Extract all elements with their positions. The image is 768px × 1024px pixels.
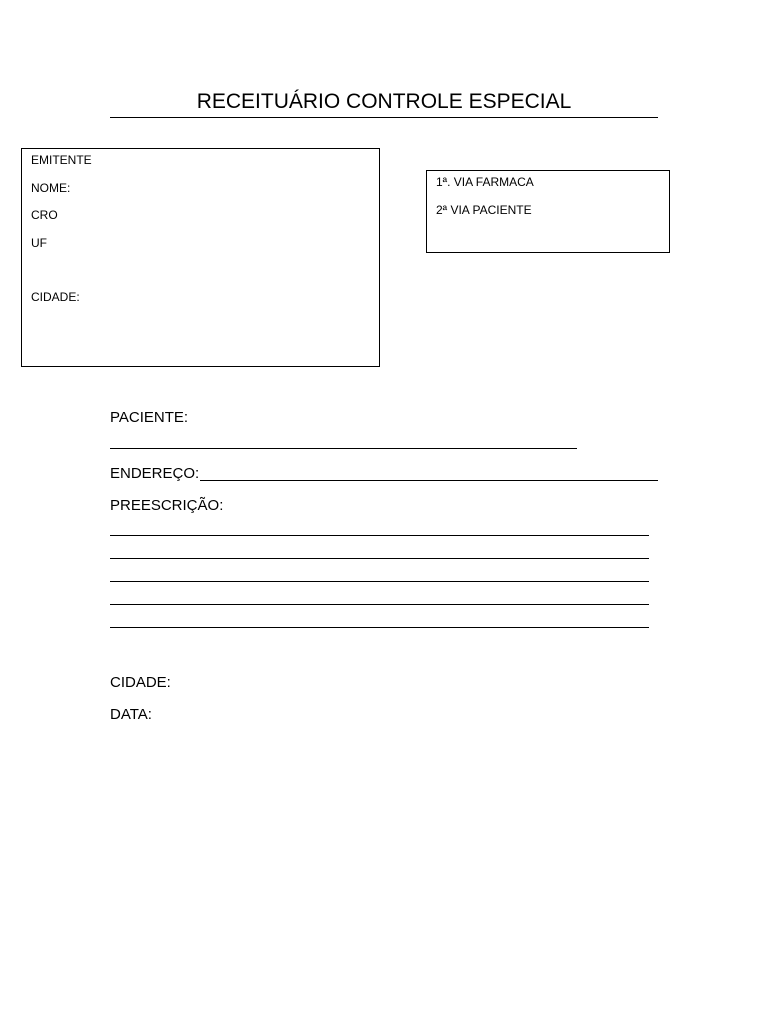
prescription-line[interactable] [110, 535, 649, 536]
emitente-nome-label: NOME: [31, 181, 71, 195]
emitente-box [21, 148, 380, 367]
paciente-label: PACIENTE: [110, 409, 189, 426]
footer-cidade-label: CIDADE: [110, 674, 171, 691]
endereco-label: ENDEREÇO: [110, 465, 200, 482]
prescription-line[interactable] [110, 558, 649, 559]
via-farmacia-label: 1ª. VIA FARMACA [436, 175, 534, 189]
paciente-line[interactable] [110, 448, 577, 449]
emitente-heading: EMITENTE [31, 153, 92, 167]
prescricao-label: PREESCRIÇÃO: [110, 497, 224, 514]
endereco-line[interactable] [200, 480, 658, 481]
footer-data-label: DATA: [110, 706, 152, 723]
prescription-line[interactable] [110, 604, 649, 605]
prescription-line[interactable] [110, 581, 649, 582]
prescription-line[interactable] [110, 627, 649, 628]
document-title: RECEITUÁRIO CONTROLE ESPECIAL [196, 90, 572, 113]
emitente-cidade-label: CIDADE: [31, 290, 80, 304]
emitente-cro-label: CRO [31, 208, 58, 222]
title-underline [110, 117, 658, 118]
emitente-uf-label: UF [31, 236, 47, 250]
via-paciente-label: 2ª VIA PACIENTE [436, 203, 532, 217]
